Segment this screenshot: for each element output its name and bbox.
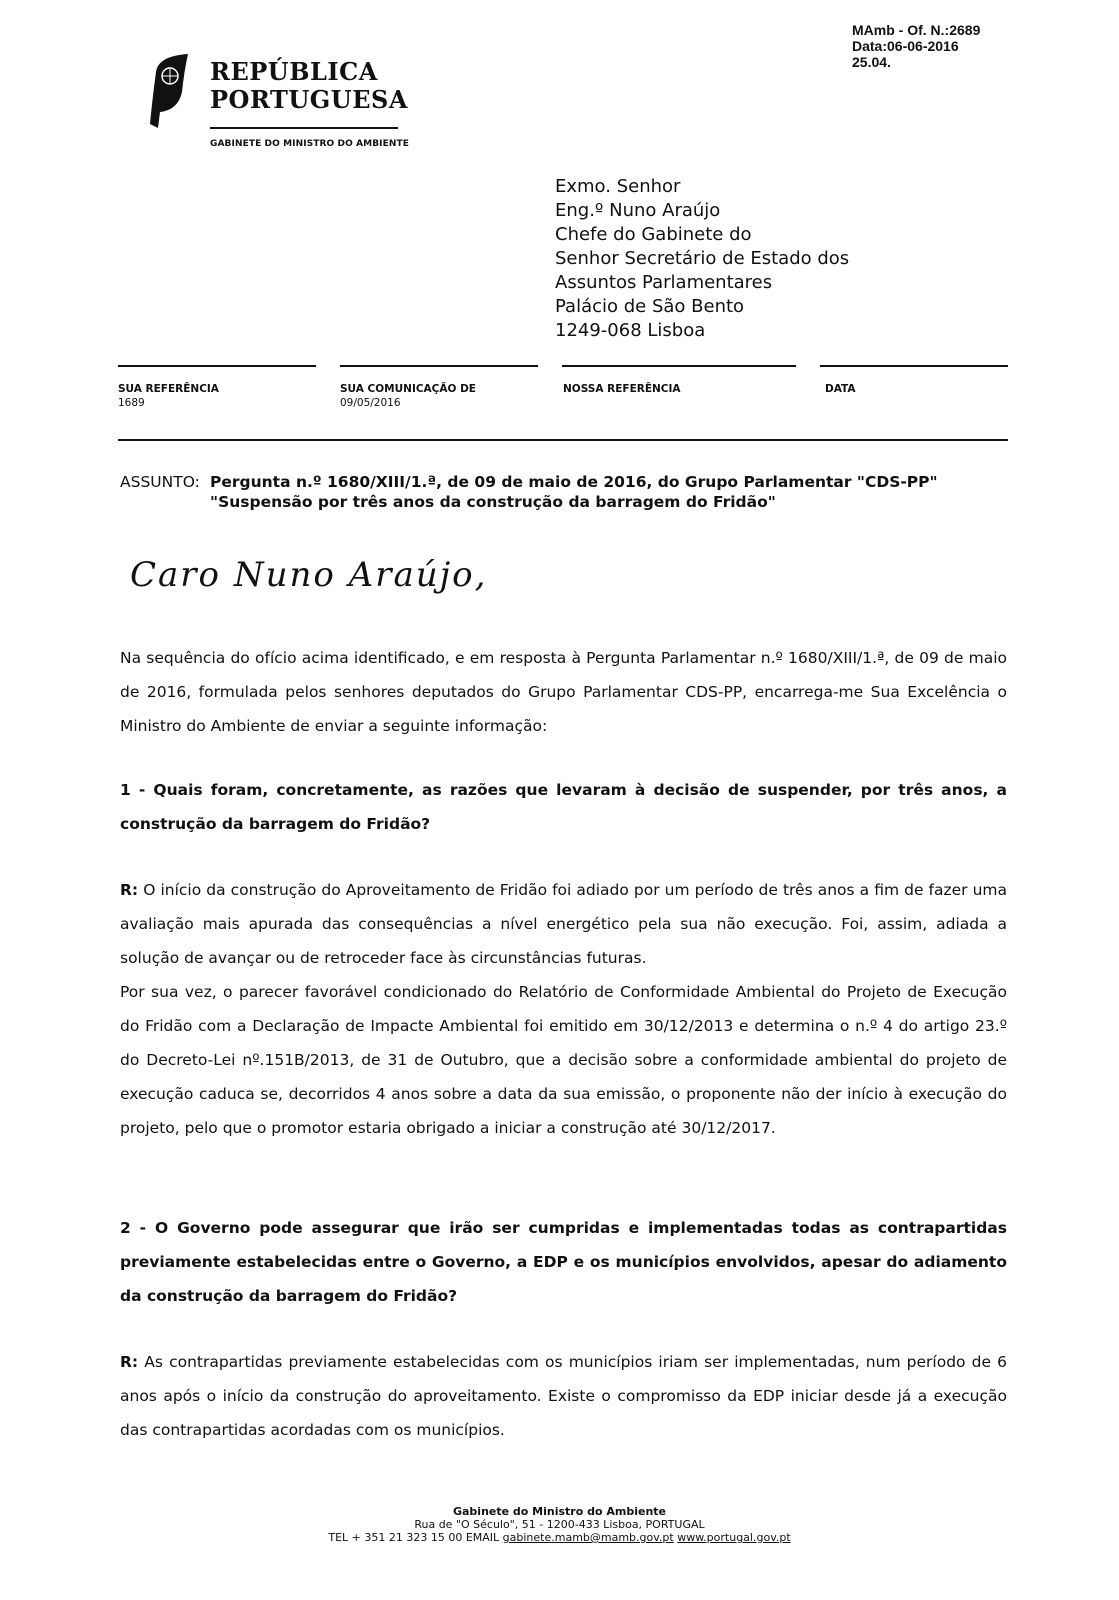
subject-line: Pergunta n.º 1680/XIII/1.ª, de 09 de maio de 2016, do Grupo Parlamentar "CDS-PP"	[210, 473, 938, 491]
footer-office: Gabinete do Ministro do Ambiente	[452, 1505, 667, 1518]
answer-label: R:	[120, 1353, 139, 1371]
reference-label: DATA	[825, 383, 856, 395]
title-line: REPÚBLICA	[210, 57, 378, 86]
addressee-line: Chefe do Gabinete do	[555, 224, 752, 245]
addressee-line: 1249-068 Lisboa	[555, 320, 706, 341]
registry-stamp	[852, 22, 980, 70]
reference-rule	[562, 365, 796, 367]
footer-tel: TEL + 351 21 323 15 00 EMAIL	[328, 1531, 500, 1544]
answer-text: O início da construção do Aproveitamento de Fridão foi adiado por um período de três anos a fim de fazer uma avaliação mais apurada das consequências a nível energético pela sua não execução. Foi, assim, adiada a solução de avançar ou de retroceder face às circunstâncias futuras.	[120, 881, 1007, 967]
answer-2	[120, 1345, 1007, 1447]
reference-label: SUA COMUNICAÇÃO DE	[340, 383, 476, 395]
addressee-line: Palácio de São Bento	[555, 296, 745, 317]
answer-text: As contrapartidas previamente estabelecidas com os municípios iriam ser implementadas, num período de 6 anos após o início da construção do aproveitamento. Existe o compromisso da EDP iniciar desde já a execução das contrapartidas acordadas com os municípios.	[120, 1353, 1007, 1439]
reference-rule	[340, 365, 538, 367]
reference-field	[340, 382, 476, 410]
stamp-line: MAmb - Of. N.:2689	[852, 22, 981, 38]
republic-title	[210, 58, 408, 114]
answer-1	[120, 873, 1007, 975]
reference-rule	[118, 365, 316, 367]
header-divider	[210, 127, 398, 129]
reference-field	[563, 382, 681, 396]
subject-block	[120, 472, 938, 512]
addressee-line: Eng.º Nuno Araújo	[555, 200, 721, 221]
stamp-line: Data:06-06-2016	[852, 38, 959, 54]
answer-label: R:	[120, 881, 139, 899]
reference-value: 1689	[118, 397, 145, 409]
intro-paragraph: Na sequência do ofício acima identificado, e em resposta à Pergunta Parlamentar n.º 1680/XIII/1.ª, de 09 de maio de 2016, formulada pelos senhores deputados do Grupo Parlamentar CDS-PP, encarrega-me Sua Excelência o Ministro do Ambiente de enviar a seguinte informação:	[120, 649, 1007, 735]
reference-value: 09/05/2016	[340, 397, 401, 409]
reference-field	[118, 382, 219, 410]
republic-emblem-icon	[148, 52, 192, 128]
cabinet-name: GABINETE DO MINISTRO DO AMBIENTE	[210, 139, 409, 149]
reference-label: SUA REFERÊNCIA	[118, 383, 219, 395]
footer	[0, 1505, 1119, 1544]
addressee-line: Assuntos Parlamentares	[555, 272, 773, 293]
handwritten-salutation: Caro Nuno Araújo,	[130, 555, 488, 595]
question-2: 2 - O Governo pode assegurar que irão ser cumpridas e implementadas todas as contrapartidas previamente estabelecidas entre o Governo, a EDP e os municípios envolvidos, apesar do adiamento da construção da barragem do Fridão?	[120, 1219, 1007, 1305]
reference-field	[825, 382, 856, 396]
reference-bottom-rule	[118, 439, 1008, 441]
answer-1-continued: Por sua vez, o parecer favorável condicionado do Relatório de Conformidade Ambiental do Projeto de Execução do Fridão com a Declaração de Impacte Ambiental foi emitido em 30/12/2013 e determina o n.º 4 do artigo 23.º do Decreto-Lei nº.151B/2013, de 31 de Outubro, que a decisão sobre a conformidade ambiental do projeto de execução caduca se, decorridos 4 anos sobre a data da sua emissão, o proponente não der início à execução do projeto, pelo que o promotor estaria obrigado a iniciar a construção até 30/12/2017.	[120, 983, 1007, 1137]
title-line: PORTUGUESA	[210, 85, 408, 114]
addressee-block	[555, 175, 849, 343]
stamp-line: 25.04.	[852, 54, 891, 70]
reference-label: NOSSA REFERÊNCIA	[563, 383, 681, 395]
addressee-line: Exmo. Senhor	[555, 176, 681, 197]
subject-label: ASSUNTO:	[120, 473, 200, 491]
reference-rule	[820, 365, 1008, 367]
footer-email-link[interactable]: gabinete.mamb@mamb.gov.pt	[502, 1531, 674, 1544]
footer-address: Rua de "O Século", 51 - 1200-433 Lisboa, PORTUGAL	[414, 1518, 705, 1531]
subject-line: "Suspensão por três anos da construção da barragem do Fridão"	[210, 493, 776, 511]
question-1: 1 - Quais foram, concretamente, as razões que levaram à decisão de suspender, por três anos, a construção da barragem do Fridão?	[120, 781, 1007, 833]
addressee-line: Senhor Secretário de Estado dos	[555, 248, 850, 269]
footer-website-link[interactable]: www.portugal.gov.pt	[677, 1531, 791, 1544]
